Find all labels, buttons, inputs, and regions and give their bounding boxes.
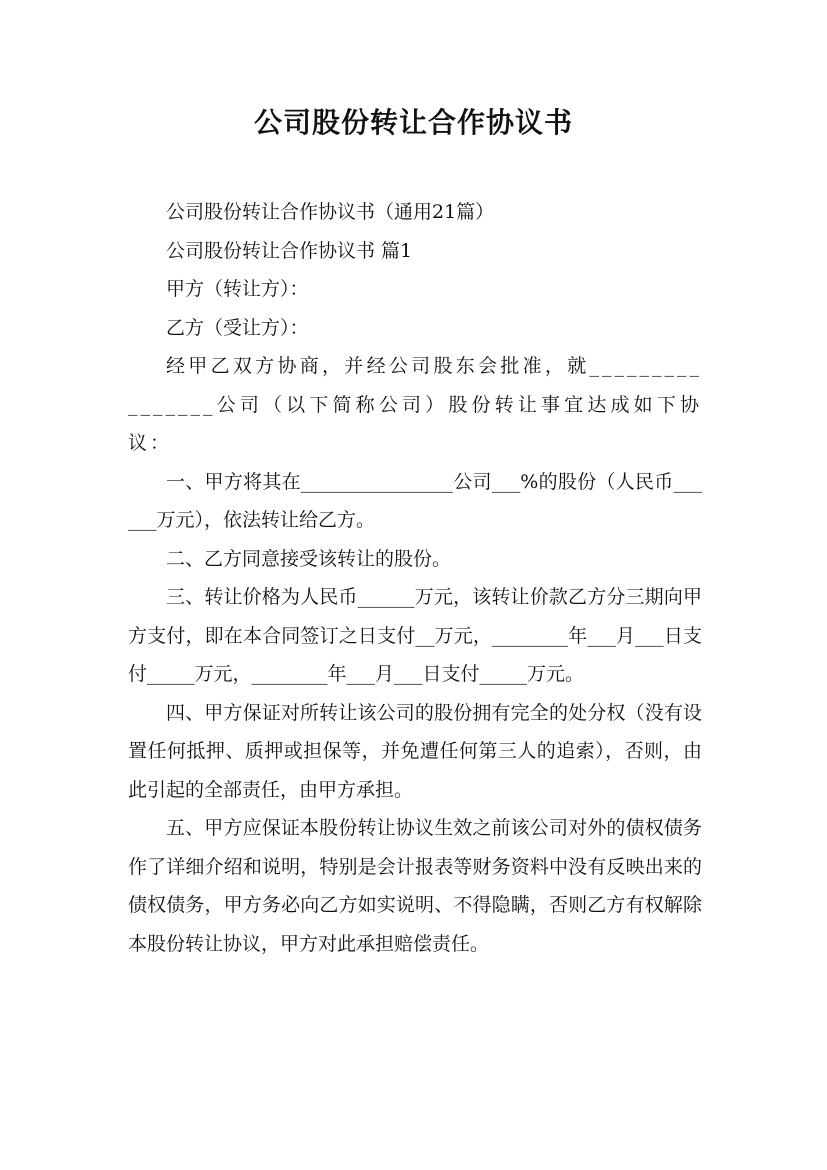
clause-5: 五、甲方应保证本股份转让协议生效之前该公司对外的债权债务作了详细介绍和说明，特别是会计报表等财务资料中没有反映出来的债权债务，甲方务必向乙方如实说明、不得隐瞒，否则乙方有权解除本股份转让协议，甲方对此承担赔偿责任。 [128,817,702,955]
document-body [128,193,702,963]
clause-1: 一、甲方将其在________________公司___%的股份（人民币______万元），依法转让给乙方。 [128,470,702,531]
clause-2: 二、乙方同意接受该转让的股份。 [166,547,452,570]
party-b-line: 乙方（受让方）： [166,316,309,339]
clause-4: 四、甲方保证对所转让该公司的股份拥有完全的处分权（没有设置任何抵押、质押或担保等，并免遭任何第三人的追索），否则，由此引起的全部责任，由甲方承担。 [128,701,702,801]
party-a-line: 甲方（转让方）： [166,278,309,300]
subtitle-paragraph: 公司股份转让合作协议书（通用21篇） [166,201,495,223]
section-heading: 公司股份转让合作协议书 篇1 [166,239,413,262]
document-title: 公司股份转让合作协议书 [253,106,573,139]
preamble-paragraph: 经甲乙双方协商，并经公司股东会批准，就________________公司（以下简称公司）股份转让事宜达成如下协议： [128,355,702,454]
clause-3: 三、转让价格为人民币______万元，该转让价款乙方分三期向甲方支付，即在本合同签订之日支付__万元，________年___月___日支付_____万元，________年___月___日支付_____万元。 [128,586,702,685]
